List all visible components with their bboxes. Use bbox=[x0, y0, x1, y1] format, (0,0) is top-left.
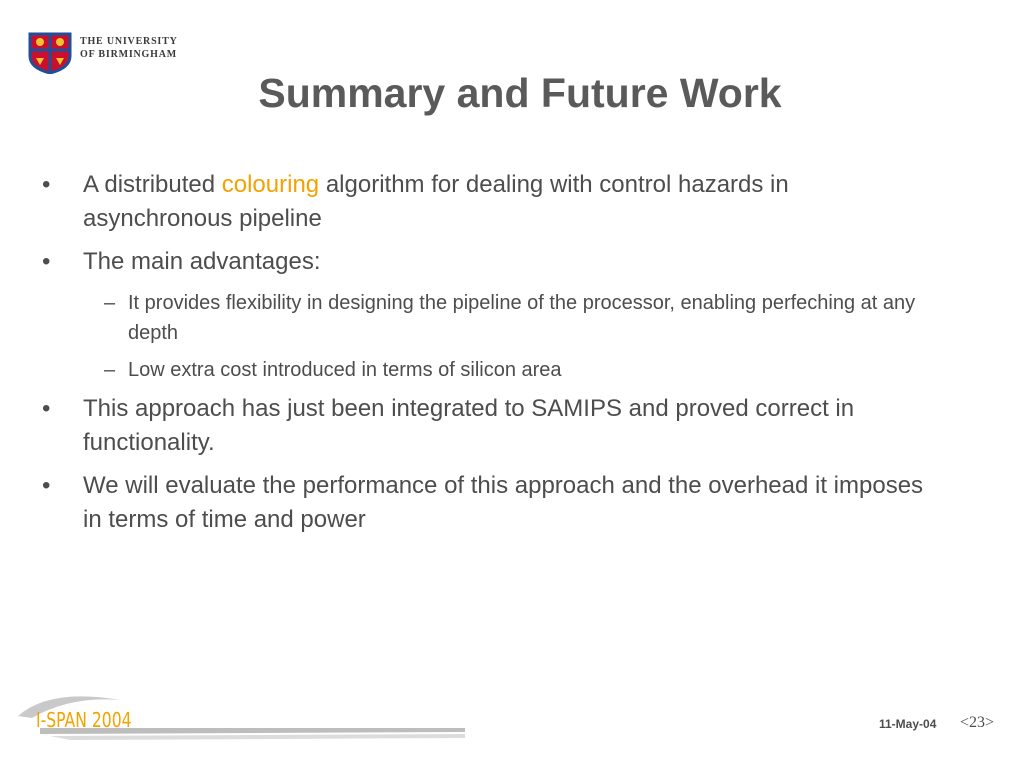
bullet-item bbox=[42, 168, 942, 236]
university-crest-icon bbox=[26, 28, 74, 74]
university-name-line1: THE UNIVERSITY bbox=[80, 36, 178, 47]
bullet-marker: • bbox=[42, 248, 51, 275]
sub-bullet-marker: – bbox=[104, 292, 116, 314]
university-name-line2: OF BIRMINGHAM bbox=[80, 49, 177, 60]
highlighted-word: colouring bbox=[221, 171, 320, 198]
bullet-item bbox=[42, 245, 942, 279]
bullet-marker: • bbox=[42, 171, 51, 198]
sub-bullet-text: It provides flexibility in designing the pipeline of the processor, enabling perfeching at any depth bbox=[128, 292, 916, 344]
sub-bullet-text: Low extra cost introduced in terms of silicon area bbox=[128, 359, 562, 381]
conference-name: I-SPAN 2004 bbox=[36, 708, 132, 732]
bullet-text: We will evaluate the performance of this approach and the overhead it imposes in terms of time and power bbox=[83, 472, 924, 533]
sub-bullet-item bbox=[42, 288, 942, 348]
bullet-marker: • bbox=[42, 472, 51, 499]
university-logo bbox=[26, 28, 196, 76]
slide-content bbox=[42, 168, 942, 546]
bullet-marker: • bbox=[42, 395, 51, 422]
slide-title: Summary and Future Work bbox=[258, 70, 782, 116]
bullet-item bbox=[42, 392, 942, 460]
bullet-text: The main advantages: bbox=[83, 248, 321, 275]
slide-date: 11-May-04 bbox=[879, 717, 937, 731]
sub-bullet-marker: – bbox=[104, 359, 116, 381]
page-number: <23> bbox=[960, 714, 995, 731]
bullet-text: This approach has just been integrated to SAMIPS and proved correct in functionality. bbox=[83, 395, 855, 456]
bullet-text-prefix: A distributed bbox=[83, 171, 222, 198]
bullet-item bbox=[42, 469, 942, 537]
bullet-text-suffix: algorithm for dealing with control hazards in asynchronous pipeline bbox=[83, 171, 789, 232]
sub-bullet-item bbox=[42, 355, 942, 385]
